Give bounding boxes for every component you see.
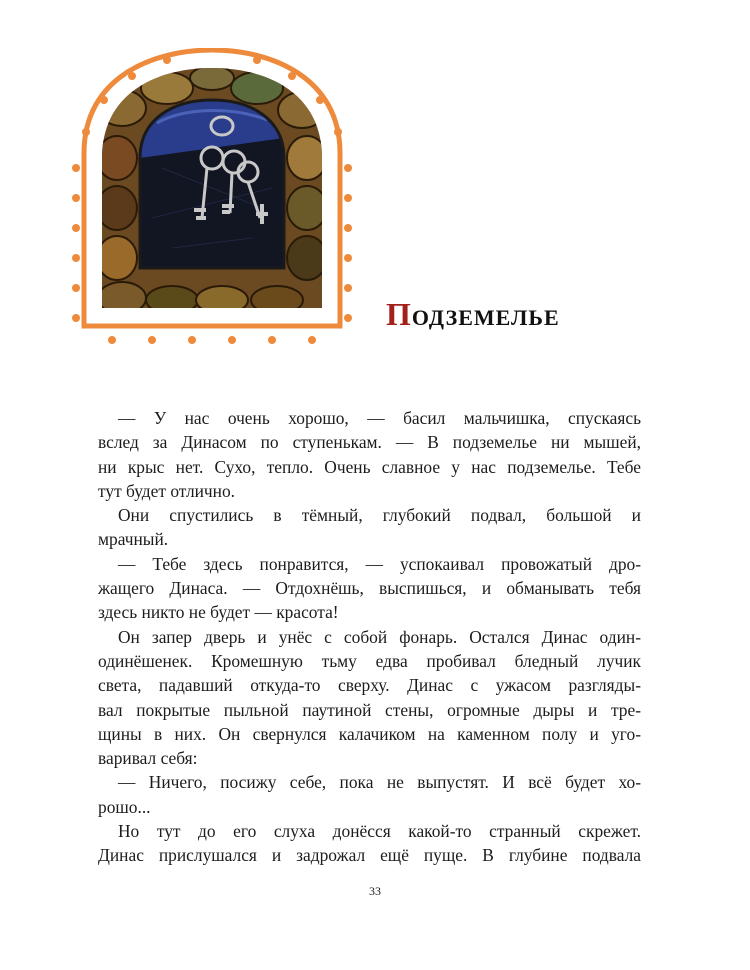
text-line: — Тебе здесь понравится, — успокаивал провожатый дро-	[118, 553, 641, 574]
text-line: мрачный.	[98, 529, 169, 550]
text-line: Они спустились в тёмный, глубокий подвал, большой и	[118, 505, 641, 526]
page-number: 33	[369, 884, 381, 898]
text-line: ни крыс нет. Сухо, тепло. Очень славное у нас подземелье. Тебе	[98, 456, 641, 477]
text-line: жащего Динаса. — Отдохнёшь, выспишься, и обманывать тебя	[98, 578, 641, 599]
text-line: Динас прислушался и задрожал ещё пуще. В глубине подвала	[98, 845, 641, 866]
text-line: рошо...	[98, 796, 151, 817]
text-line: Но тут до его слуха донёсся какой-то странный скрежет.	[118, 821, 641, 842]
text-line: вал покрытые пыльной паутиной стены, огромные дыры и тре-	[98, 699, 641, 720]
title-initial: П	[386, 296, 412, 332]
text-line: — У нас очень хорошо, — басил мальчишка, спускаясь	[118, 408, 641, 428]
text-line: вслед за Динасом по ступенькам. — В подземелье ни мышей,	[98, 432, 641, 453]
text-line: — Ничего, посижу себе, пока не выпустят. И всё будет хо-	[118, 772, 641, 793]
text-line: варивал себя:	[98, 748, 198, 769]
chapter-title	[386, 296, 560, 333]
text-line: одинёшенек. Кромешную тьму едва пробивал бледный лучик	[98, 650, 641, 671]
text-line: Он запер дверь и унёс с собой фонарь. Остался Динас один-	[118, 626, 641, 647]
title-rest: ОДЗЕМЕЛЬЕ	[411, 305, 560, 330]
text-line: света, падавший откуда-то сверху. Динас с ужасом разгляды-	[98, 675, 641, 696]
text-line: щины в них. Он свернулся калачиком на каменном полу и уго-	[98, 723, 641, 744]
body-text	[98, 406, 641, 868]
text-line: здесь никто не будет — красота!	[98, 602, 339, 623]
dungeon-keys-illustration	[62, 48, 362, 348]
text-line: тут будет отлично.	[98, 480, 236, 501]
